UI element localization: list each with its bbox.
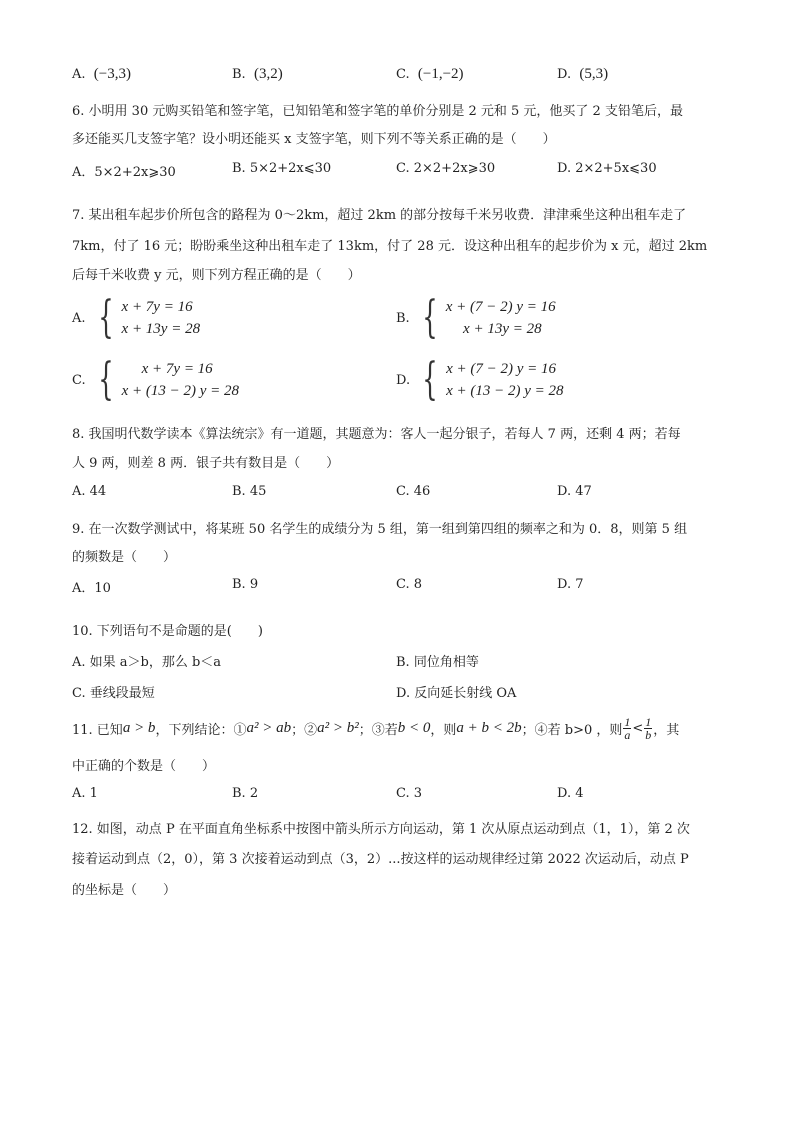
q7-b-eq1: x + (7 − 2) y = 16: [445, 299, 556, 315]
q10-option-c: C. 垂线段最短: [72, 686, 155, 701]
q5-option-d: D. (5,3): [557, 66, 609, 82]
q7-stem-line-1: 7. 某出租车起步价所包含的路程为 0～2km，超过 2km 的部分按每千米另收费．津津乘坐这种出租车走了: [72, 208, 687, 223]
q7-option-c: C. { x + 7y = 16 x + (13 − 2) y = 28: [72, 354, 240, 405]
q11-option-d: D. 4: [557, 786, 584, 801]
q9-option-a: A．10: [72, 581, 111, 596]
q8-option-d: D. 47: [557, 484, 592, 499]
q7-option-b: B. { x + (7 − 2) y = 16 x + 13y = 28: [396, 292, 556, 343]
q12-stem-line-2: 接着运动到点（2，0），第 3 次接着运动到点（3，2）...按这样的运动规律经过第 2022 次运动后，动点 P: [72, 852, 689, 867]
q11-stem-line-1: 11. 已知 a > b ，下列结论：① a² > ab ；② a² > b² ；③若 b < 0 ，则 a + b < 2b ；④若 b>0 ，则 $\frac{1}{a}$ < $\frac{1}{b}$ ，其: [72, 715, 680, 742]
q8-option-b: B. 45: [232, 484, 267, 499]
q7-option-d: D. { x + (7 − 2) y = 16 x + (13 − 2) y = 28: [396, 354, 564, 405]
q7-d-eq1: x + (7 − 2) y = 16: [446, 361, 557, 377]
brace-icon: {: [421, 292, 438, 343]
q6-stem-line-2: 多还能买几支签字笔？设小明还能买 x 支签字笔，则下列不等关系正确的是（ ）: [72, 132, 556, 147]
brace-icon: {: [97, 354, 114, 405]
q12-stem-line-1: 12. 如图，动点 P 在平面直角坐标系中按图中箭头所示方向运动，第 1 次从原点运动到点（1，1），第 2 次: [72, 822, 690, 837]
q9-option-d: D. 7: [557, 577, 584, 592]
q7-c-eq1: x + 7y = 16: [141, 361, 213, 377]
q8-stem-line-2: 人 9 两，则差 8 两．银子共有数目是（ ）: [72, 456, 340, 471]
brace-icon: {: [422, 354, 438, 405]
q10-option-d: D. 反向延长射线 OA: [396, 686, 517, 701]
q6-option-c: C. 2×2+2x⩾30: [396, 161, 496, 176]
q5-option-a: A. (−3,3): [72, 66, 131, 82]
brace-icon: {: [97, 292, 114, 343]
q5-option-b: B. (3,2): [232, 66, 283, 82]
q6-option-b: B. 5×2+2x⩽30: [232, 161, 332, 176]
q12-stem-line-3: 的坐标是（ ）: [72, 883, 177, 898]
q10-option-a: A. 如果 a＞b，那么 b＜a: [72, 655, 222, 670]
q6-option-a: A．5×2+2x⩾30: [72, 165, 176, 180]
q7-a-eq2: x + 13y = 28: [121, 321, 201, 337]
q11-stem-line-2: 中正确的个数是（ ）: [72, 759, 216, 774]
q11-option-b: B. 2: [232, 786, 259, 801]
q8-option-c: C. 46: [396, 484, 431, 499]
q7-stem-line-2: 7km，付了 16 元；盼盼乘坐这种出租车走了 13km，付了 28 元．设这种出租车的起步价为 x 元，超过 2km: [72, 239, 708, 254]
q9-stem-line-1: 9. 在一次数学测试中，将某班 50 名学生的成绩分为 5 组，第一组到第四组的频率之和为 0．8，则第 5 组: [72, 522, 688, 537]
q11-option-c: C. 3: [396, 786, 423, 801]
q7-option-a: A. { x + 7y = 16 x + 13y = 28: [72, 292, 201, 343]
q7-a-eq1: x + 7y = 16: [121, 299, 193, 315]
fraction-1-over-a: $\frac{1}{a}$: [624, 715, 631, 742]
q7-d-eq2: x + (13 − 2) y = 28: [446, 383, 564, 399]
fraction-1-over-b: $\frac{1}{b}$: [645, 715, 652, 742]
q8-stem-line-1: 8. 我国明代数学读本《算法统宗》有一道题，其题意为：客人一起分银子，若每人 7 两，还剩 4 两；若每: [72, 427, 681, 442]
q9-option-b: B. 9: [232, 577, 259, 592]
q10-option-b: B. 同位角相等: [396, 655, 479, 670]
q7-c-eq2: x + (13 − 2) y = 28: [121, 383, 240, 399]
q11-option-a: A. 1: [72, 786, 98, 801]
q7-stem-line-3: 后每千米收费 y 元，则下列方程正确的是（ ）: [72, 268, 361, 283]
q7-b-eq2: x + 13y = 28: [463, 321, 542, 337]
q9-stem-line-2: 的频数是（ ）: [72, 550, 177, 565]
q6-stem-line-1: 6. 小明用 30 元购买铅笔和签字笔，已知铅笔和签字笔的单价分别是 2 元和 5 元，他买了 2 支铅笔后，最: [72, 104, 683, 119]
q8-option-a: A. 44: [72, 484, 107, 499]
q10-stem: 10. 下列语句不是命题的是( ): [72, 624, 263, 639]
q5-option-c: C. (−1,−2): [396, 66, 464, 82]
q9-option-c: C. 8: [396, 577, 423, 592]
q6-option-d: D. 2×2+5x⩽30: [557, 161, 657, 176]
